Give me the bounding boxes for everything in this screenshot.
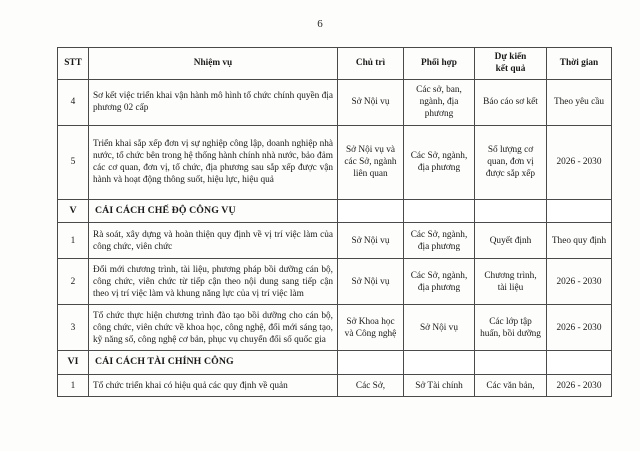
column-header-phoi-hop: Phối hợp — [404, 48, 475, 80]
cell-result: Các lớp tập huấn, bồi dưỡng — [475, 305, 547, 351]
cell-stt: 4 — [58, 79, 89, 125]
cell-section-numeral: V — [58, 199, 89, 223]
cell-coop: Các Sở, ngành, địa phương — [404, 259, 475, 305]
table-header-row — [58, 48, 612, 80]
table-row — [58, 375, 612, 397]
cell-coop: Các Sở, ngành, địa phương — [404, 223, 475, 259]
table-row — [58, 305, 612, 351]
cell-section-blank-coop — [404, 199, 475, 223]
cell-section-blank-time — [547, 199, 612, 223]
cell-time: Theo quy định — [547, 223, 612, 259]
cell-result: Chương trình, tài liệu — [475, 259, 547, 305]
cell-section-title: CẢI CÁCH CHẾ ĐỘ CÔNG VỤ — [89, 199, 338, 223]
cell-section-numeral: VI — [58, 351, 89, 375]
cell-section-blank-time — [547, 351, 612, 375]
cell-time: 2026 - 2030 — [547, 125, 612, 199]
cell-section-blank-result — [475, 351, 547, 375]
cell-stt: 1 — [58, 223, 89, 259]
cell-lead: Sở Nội vụ và các Sở, ngành liên quan — [338, 125, 404, 199]
result-header-line-2: kết quả — [495, 64, 526, 75]
cell-coop: Các Sở, ngành, địa phương — [404, 125, 475, 199]
table-header — [58, 48, 612, 80]
section-header-row — [58, 199, 612, 223]
cell-stt: 1 — [58, 375, 89, 397]
cell-lead: Sở Khoa học và Công nghệ — [338, 305, 404, 351]
cell-section-blank-lead — [338, 351, 404, 375]
cell-result: Các văn bản, — [475, 375, 547, 397]
cell-coop: Các sở, ban, ngành, địa phương — [404, 79, 475, 125]
cell-stt: 2 — [58, 259, 89, 305]
column-header-nhiem-vu: Nhiệm vụ — [89, 48, 338, 80]
cell-task: Tổ chức thực hiện chương trình đào tạo bồi dưỡng cho cán bộ, công chức, viên chức về khoa học, công nghệ, đổi mới sáng tạo, kỹ năng số, công nghệ cơ bản, phục vụ chuyển đổi số quốc gia — [89, 305, 338, 351]
cell-stt: 5 — [58, 125, 89, 199]
cell-coop: Sở Nội vụ — [404, 305, 475, 351]
task-table-container — [57, 47, 611, 397]
page-number: 6 — [317, 18, 323, 30]
task-table — [57, 47, 612, 397]
cell-coop: Sở Tài chính — [404, 375, 475, 397]
table-row — [58, 79, 612, 125]
cell-time: 2026 - 2030 — [547, 259, 612, 305]
table-row — [58, 125, 612, 199]
cell-time: 2026 - 2030 — [547, 305, 612, 351]
cell-section-title: CẢI CÁCH TÀI CHÍNH CÔNG — [89, 351, 338, 375]
cell-result: Quyết định — [475, 223, 547, 259]
cell-section-blank-coop — [404, 351, 475, 375]
cell-lead: Sở Nội vụ — [338, 259, 404, 305]
cell-task: Rà soát, xây dựng và hoàn thiện quy định về vị trí việc làm của công chức, viên chức — [89, 223, 338, 259]
table-row — [58, 223, 612, 259]
cell-lead: Sở Nội vụ — [338, 223, 404, 259]
cell-stt: 3 — [58, 305, 89, 351]
table-row — [58, 259, 612, 305]
table-body — [58, 79, 612, 397]
cell-result: Báo cáo sơ kết — [475, 79, 547, 125]
column-header-du-kien-ket-qua — [475, 48, 547, 80]
cell-task: Triển khai sắp xếp đơn vị sự nghiệp công lập, doanh nghiệp nhà nước, tổ chức bên trong hệ thống hành chính nhà nước, bảo đảm các cơ quan, đơn vị, tổ chức, địa phương sau sắp xếp được vận hành và hoạt động thông suốt, hiệu lực, hiệu quả — [89, 125, 338, 199]
cell-section-blank-result — [475, 199, 547, 223]
result-header-line-1: Dự kiến — [494, 52, 527, 62]
cell-lead: Các Sở, — [338, 375, 404, 397]
cell-task: Đổi mới chương trình, tài liệu, phương pháp bồi dưỡng cán bộ, công chức, viên chức từ tiếp cận theo nội dung sang tiếp cận theo vị trí việc làm và khung năng lực của vị trí việc làm — [89, 259, 338, 305]
column-header-thoi-gian: Thời gian — [547, 48, 612, 80]
cell-section-blank-lead — [338, 199, 404, 223]
column-header-stt: STT — [58, 48, 89, 80]
cell-task: Sơ kết việc triển khai vận hành mô hình tổ chức chính quyền địa phương 02 cấp — [89, 79, 338, 125]
section-header-row — [58, 351, 612, 375]
cell-time: Theo yêu cầu — [547, 79, 612, 125]
cell-result: Số lượng cơ quan, đơn vị được sắp xếp — [475, 125, 547, 199]
cell-lead: Sở Nội vụ — [338, 79, 404, 125]
column-header-chu-tri: Chủ trì — [338, 48, 404, 80]
cell-task: Tổ chức triển khai có hiệu quả các quy định về quản — [89, 375, 338, 397]
cell-time: 2026 - 2030 — [547, 375, 612, 397]
